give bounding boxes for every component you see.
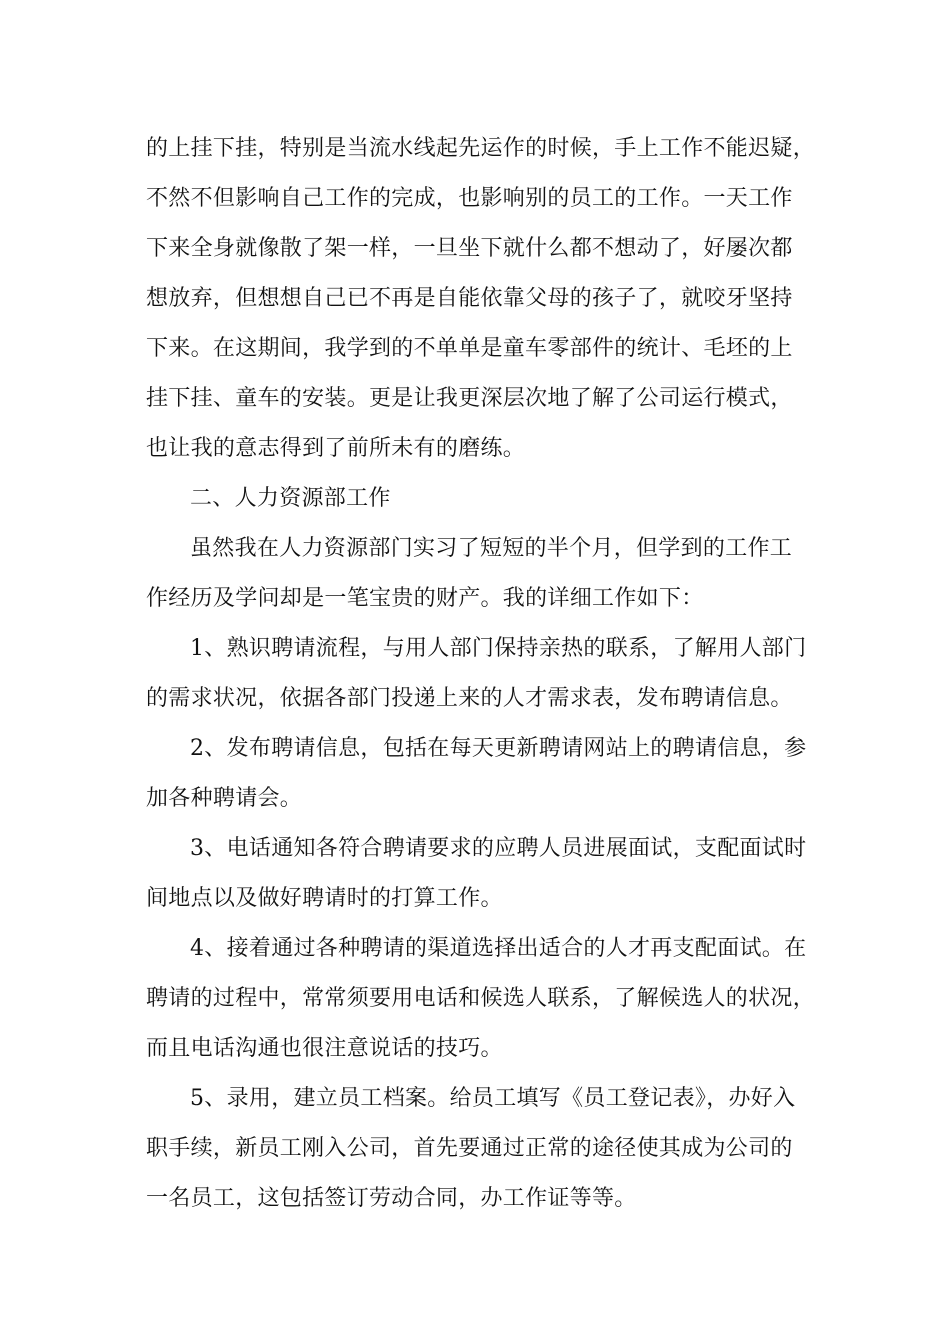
text-line: 下来全身就像散了架一样，一旦坐下就什么都不想动了，好屡次都 [146, 236, 793, 261]
section-heading: 二、人力资源部工作 [190, 486, 391, 511]
list-item-line: 5、录用，建立员工档案。给员工填写《员工登记表》，办好入 [190, 1086, 796, 1111]
list-item-line: 4、接着通过各种聘请的渠道选择出适合的人才再支配面试。在 [190, 936, 807, 961]
text-line: 虽然我在人力资源部门实习了短短的半个月，但学到的工作工 [190, 536, 793, 561]
text-line: 职手续，新员工刚入公司，首先要通过正常的途径使其成为公司的 [146, 1136, 793, 1161]
text-line: 下来。在这期间，我学到的不单单是童车零部件的统计、毛坯的上 [146, 336, 793, 361]
text-line: 聘请的过程中，常常须要用电话和候选人联系，了解候选人的状况， [146, 986, 816, 1011]
text-line: 的需求状况，依据各部门投递上来的人才需求表，发布聘请信息。 [146, 686, 793, 711]
list-item-line: 2、发布聘请信息，包括在每天更新聘请网站上的聘请信息，参 [190, 736, 807, 761]
text-line: 也让我的意志得到了前所未有的磨练。 [146, 436, 526, 461]
text-line: 一名员工，这包括签订劳动合同，办工作证等等。 [146, 1186, 637, 1211]
text-line: 想放弃，但想想自己已不再是自能依靠父母的孩子了，就咬牙坚持 [146, 286, 793, 311]
text-line: 间地点以及做好聘请时的打算工作。 [146, 886, 503, 911]
text-line: 加各种聘请会。 [146, 786, 303, 811]
text-line: 的上挂下挂，特别是当流水线起先运作的时候，手上工作不能迟疑， [146, 136, 816, 161]
list-item-line: 3、电话通知各符合聘请要求的应聘人员进展面试，支配面试时 [190, 836, 807, 861]
text-line: 不然不但影响自己工作的完成，也影响别的员工的工作。一天工作 [146, 186, 793, 211]
text-line: 挂下挂、童车的安装。更是让我更深层次地了解了公司运行模式， [146, 386, 793, 411]
text-line: 而且电话沟通也很注意说话的技巧。 [146, 1036, 503, 1061]
text-line: 作经历及学问却是一笔宝贵的财产。我的详细工作如下： [146, 586, 704, 611]
list-item-line: 1、熟识聘请流程，与用人部门保持亲热的联系，了解用人部门 [190, 636, 807, 661]
